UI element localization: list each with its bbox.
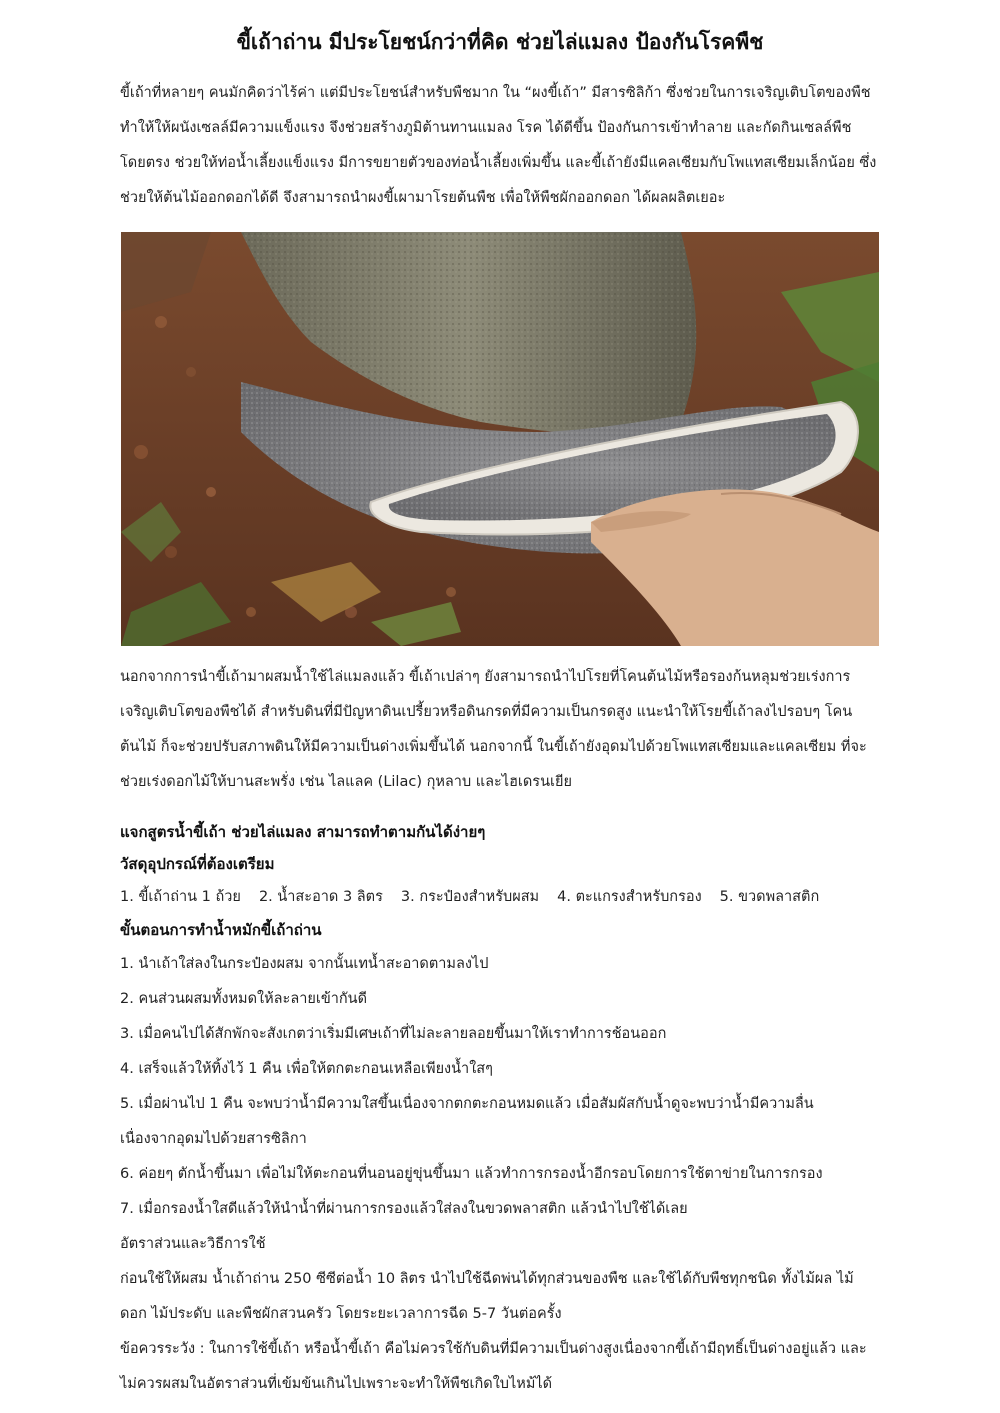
step-item: 1. นำเถ้าใส่ลงในกระป๋องผสม จากนั้นเทน้ำสะอาดตามลงไป xyxy=(120,956,489,972)
step-item: 5. เมื่อผ่านไป 1 คืน จะพบว่าน้ำมีความใสขึ้นเนื่องจากตกตะกอนหมดแล้ว เมื่อสัมผัสกับน้ำดูจะพบว่าน้ำมีความลื่น xyxy=(120,1096,814,1112)
step-item-continued: เนื่องจากอุดมไปด้วยสารซิลิกา xyxy=(120,1131,307,1147)
ash-photo-illustration xyxy=(121,232,879,646)
material-item: 1. ขี้เถ้าถ่าน 1 ถ้วย xyxy=(120,889,241,905)
caution-line: ไม่ควรผสมในอัตราส่วนที่เข้มข้นเกินไปเพราะจะทำให้พืชเกิดใบไหม้ได้ xyxy=(120,1376,553,1392)
paragraph-2: นอกจากการนำขี้เถ้ามาผสมน้ำใช้ไล่แมลงแล้ว ขี้เถ้าเปล่าๆ ยังสามารถนำไปโรยที่โคนต้นไม้หรือรองก้นหลุมช่วยเร่งการเจริญเติบโตของพืชได้ สำหรับดินที่มีปัญหาดินเปรี้ยวหรือดินกรดที่มีความเป็นกรดสูง แนะนำให้โรยขี้เถ้าลงไปรอบๆ โคนต้นไม้ ก็จะช่วยปรับสภาพดินให้มีความเป็นด่างเพิ่มขึ้นได้ นอกจากนี้ ในขี้เถ้ายังอุดมไปด้วยโพแทสเซียมและแคลเซียม ที่จะช่วยเร่งดอกไม้ให้บานสะพรั่ง เช่น ไลแลค (Lilac) กุหลาบ และไฮเดรนเยีย xyxy=(120,669,867,790)
ash-photo xyxy=(121,232,879,646)
materials-heading: วัสดุอุปกรณ์ที่ต้องเตรียม xyxy=(120,855,275,873)
recipe-heading: แจกสูตรน้ำขี้เถ้า ช่วยไล่แมลง สามารถทำตามกันได้ง่ายๆ xyxy=(120,823,486,841)
material-item: 5. ขวดพลาสติก xyxy=(719,889,820,905)
step-item: 6. ค่อยๆ ตักน้ำขึ้นมา เพื่อไม่ให้ตะกอนที่นอนอยู่ขุ่นขึ้นมา แล้วทำการกรองน้ำอีกรอบโดยการใช้ตาข่ายในการกรอง xyxy=(120,1166,823,1182)
usage-line: ก่อนใช้ให้ผสม น้ำเถ้าถ่าน 250 ซีซีต่อน้ำ 10 ลิตร นำไปใช้ฉีดพ่นได้ทุกส่วนของพืช และใช้ได้กับพืชทุกชนิด ทั้งไม้ผล ไม้ xyxy=(120,1271,854,1287)
material-item: 4. ตะแกรงสำหรับกรอง xyxy=(557,889,702,905)
intro-paragraph: ขี้เถ้าที่หลายๆ คนมักคิดว่าไร้ค่า แต่มีประโยชน์สำหรับพืชมาก ใน “ผงขี้เถ้า” มีสารซิลิก้า ซึ่งช่วยในการเจริญเติบโตของพืช ทำให้ให้ผนังเซลล์มีความแข็งแรง จึงช่วยสร้างภูมิต้านทานแมลง โรค ได้ดีขึ้น ป้องกันการเข้าทำลาย และกัดกินเซลล์พืชโดยตรง ช่วยให้ท่อน้ำเลี้ยงแข็งแรง มีการขยายตัวของท่อน้ำเลี้ยงเพิ่มขึ้น และขี้เถ้ายังมีแคลเซียมกับโพแทสเซียมเล็กน้อย ซึ่งช่วยให้ต้นไม้ออกดอกได้ดี จึงสามารถนำผงขี้เผามาโรยต้นพืช เพื่อให้พืชผักออกดอก ได้ผลผลิตเยอะ xyxy=(120,85,877,206)
caution-line: ข้อควรระวัง : ในการใช้ขี้เถ้า หรือน้ำขี้เถ้า คือไม่ควรใช้กับดินที่มีความเป็นด่างสูงเนื่องจากขี้เถ้ามีฤทธิ์เป็นด่างอยู่แล้ว และ xyxy=(120,1341,867,1357)
material-item: 2. น้ำสะอาด 3 ลิตร xyxy=(258,889,383,905)
steps-heading: ขั้นตอนการทำน้ำหมักขี้เถ้าถ่าน xyxy=(120,921,322,939)
material-item: 3. กระป๋องสำหรับผสม xyxy=(400,889,540,905)
usage-line: ดอก ไม้ประดับ และพืชผักสวนครัว โดยระยะเวลาการฉีด 5-7 วันต่อครั้ง xyxy=(120,1306,562,1322)
materials-list xyxy=(120,880,880,915)
page-title: ขี้เถ้าถ่าน มีประโยชน์กว่าที่คิด ช่วยไล่แมลง ป้องกันโรคพืช xyxy=(236,30,764,54)
step-item: 2. คนส่วนผสมทั้งหมดให้ละลายเข้ากันดี xyxy=(120,991,367,1007)
usage-heading: อัตราส่วนและวิธีการใช้ xyxy=(120,1236,266,1252)
step-item: 3. เมื่อคนไปได้สักพักจะสังเกตว่าเริ่มมีเศษเถ้าที่ไม่ละลายลอยขึ้นมาให้เราทำการช้อนออก xyxy=(120,1026,667,1042)
step-item: 4. เสร็จแล้วให้ทิ้งไว้ 1 คืน เพื่อให้ตกตะกอนเหลือเพียงน้ำใสๆ xyxy=(120,1061,493,1077)
step-item: 7. เมื่อกรองน้ำใสดีแล้วให้นำน้ำที่ผ่านการกรองแล้วใส่ลงในขวดพลาสติก แล้วนำไปใช้ได้เลย xyxy=(120,1201,688,1217)
